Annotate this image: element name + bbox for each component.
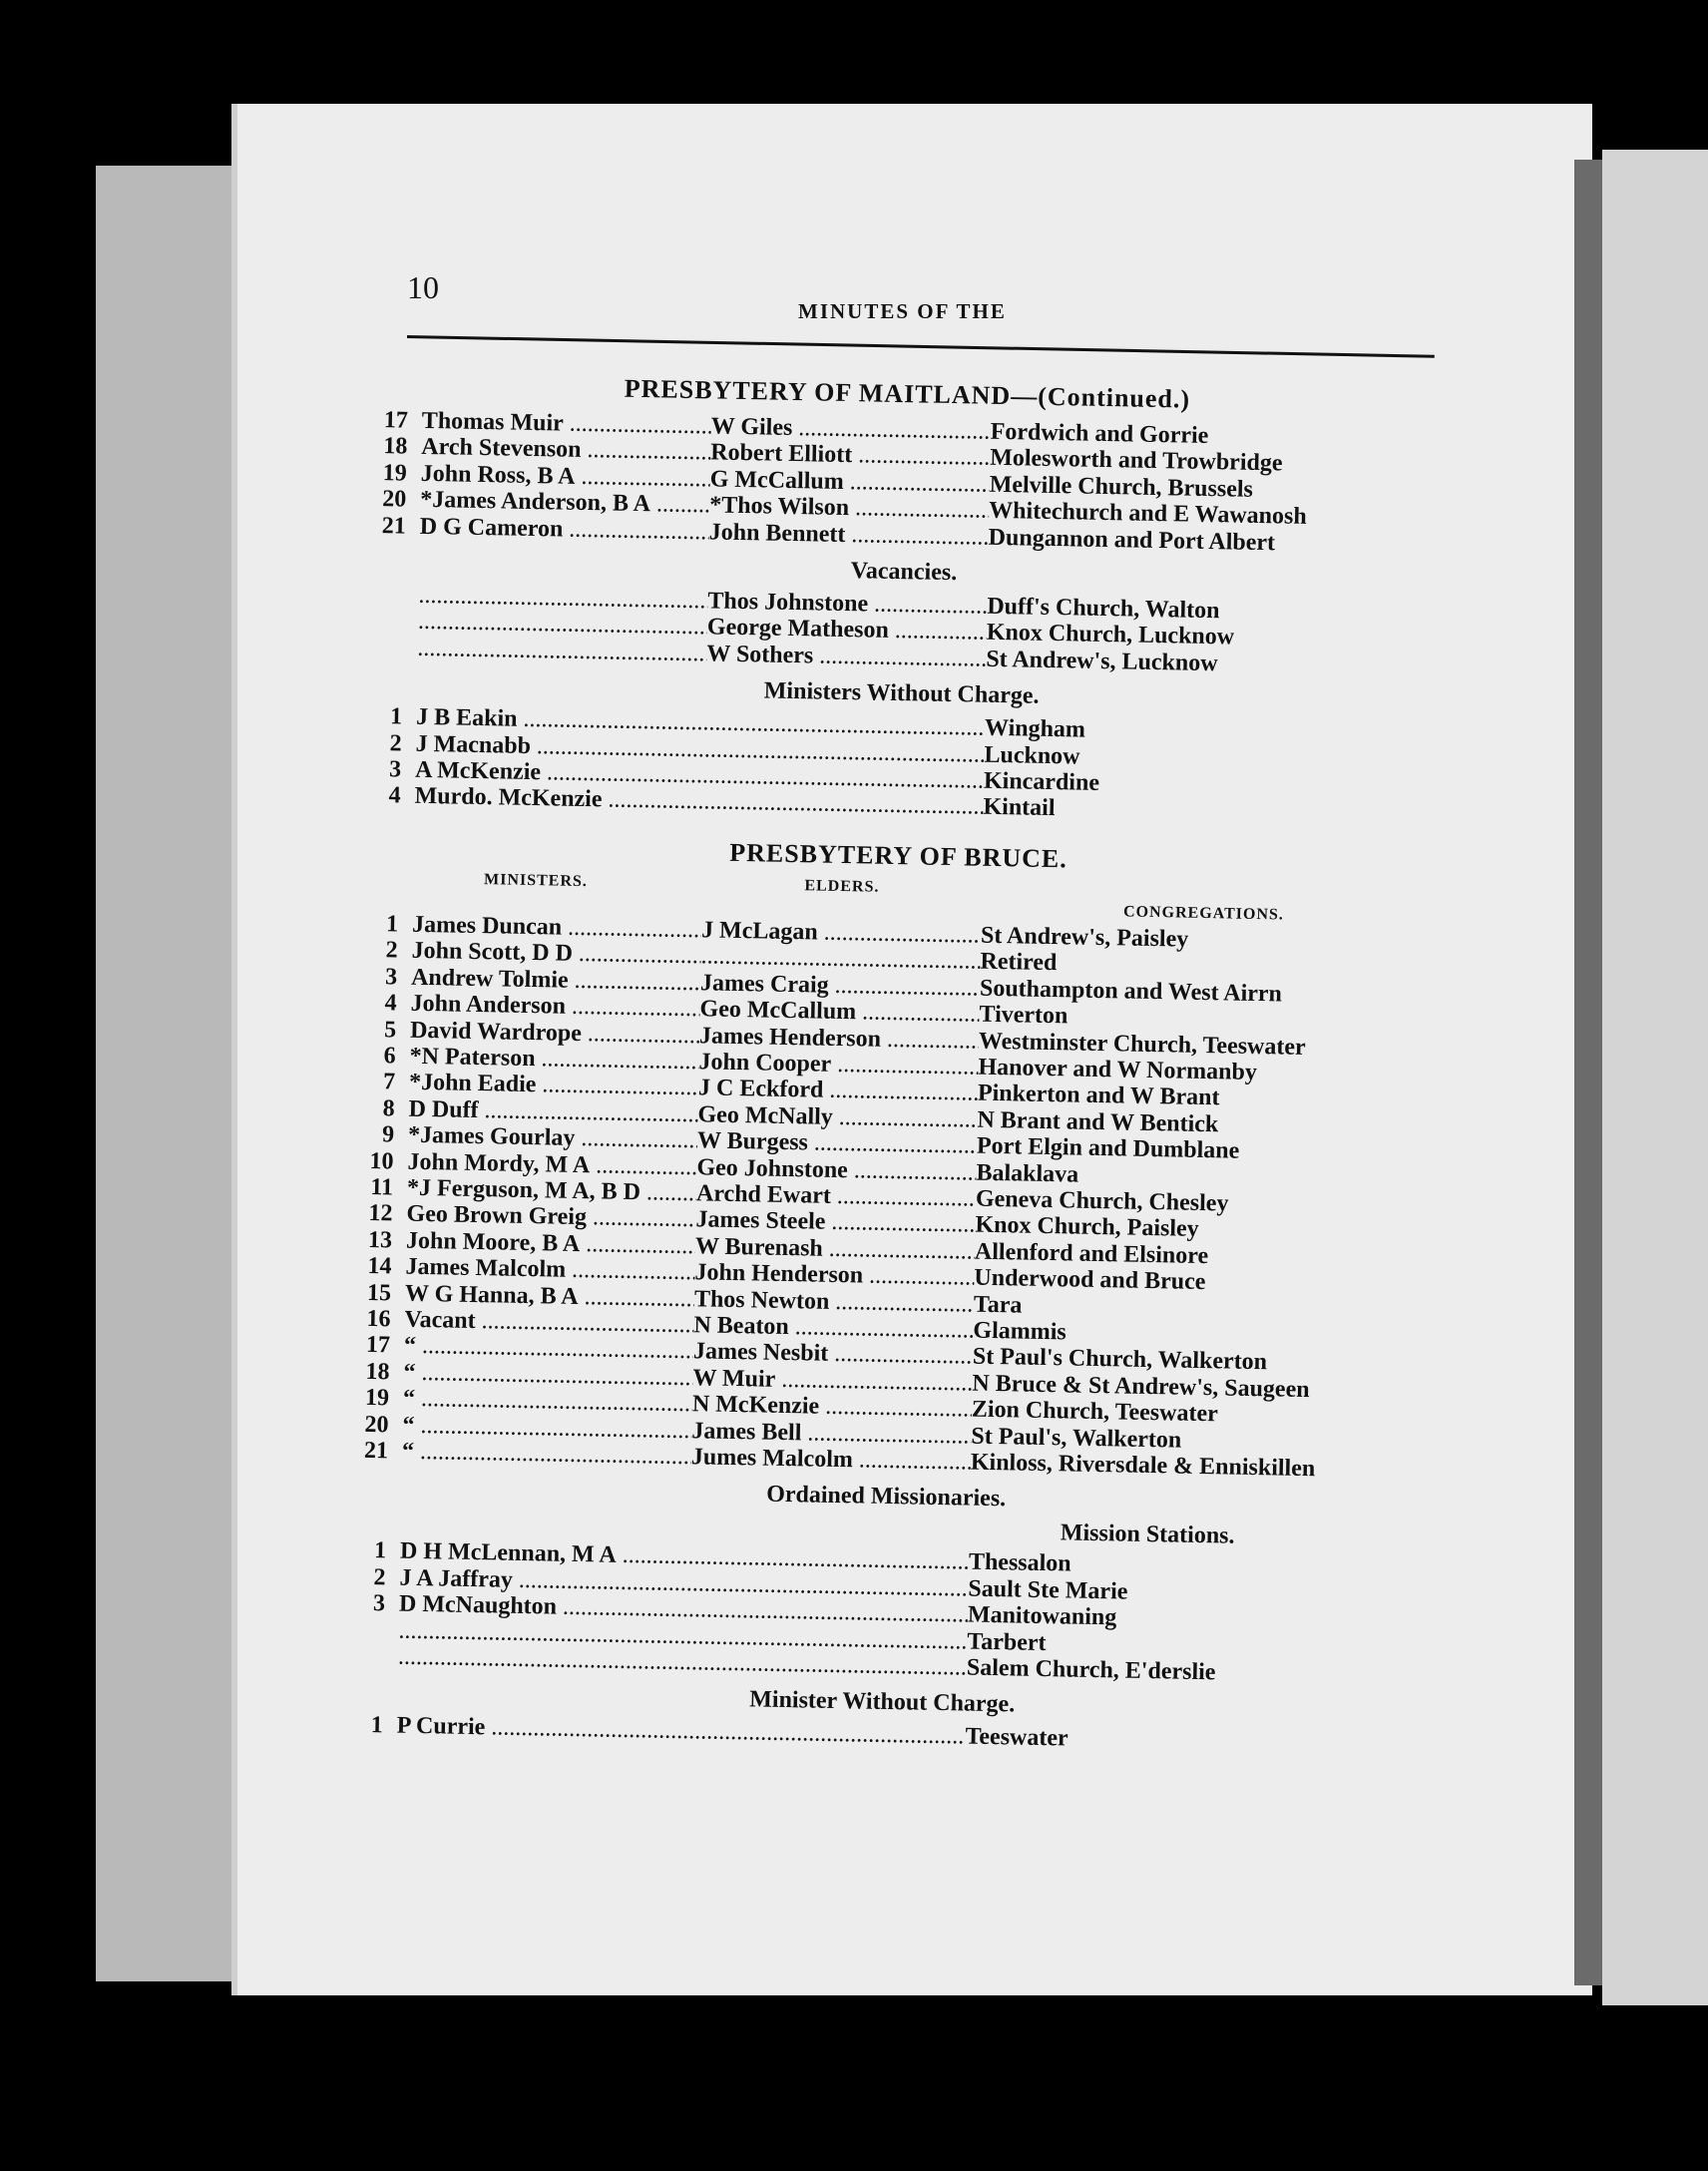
row-number: 21 [381,512,407,540]
elder-name: James Steele ..... [695,1207,975,1239]
mission-station: Sault Ste Marie [968,1575,1128,1605]
congregation-name: Tiverton [979,1001,1068,1030]
missionaries-list [354,1537,1414,1689]
congregation-name: Geneva Church, Chesley [975,1185,1229,1217]
elder-name: Robert Elliott ..... [710,440,990,472]
place-name: Wingham [984,714,1086,743]
minister-name: Geo Brown Greig ..... [406,1201,695,1233]
place-name: Teeswater [965,1723,1068,1752]
page-number: 10 [407,269,439,305]
maitland-without-charge-title: Ministers Without Charge. [763,677,1040,710]
vacancies-title: Vacancies. [850,558,958,587]
row-number: 4 [384,990,397,1017]
minister-name: David Wardrope ..... [410,1017,699,1049]
elder-name: Geo Johnstone ..... [696,1154,976,1186]
row-number: 3 [384,963,398,991]
elder-name: Archd Ewart ..... [696,1180,976,1212]
elder-name: W Muir ..... [692,1365,972,1397]
row-number: 3 [388,756,402,783]
place-name: Kintail [983,794,1056,822]
row-number: 4 [388,782,401,809]
elder-name: Geo McCallum ..... [699,996,979,1028]
vacancies-table [373,582,1432,681]
minister-name: *N Paterson ..... [409,1044,698,1076]
page-fold [1574,160,1602,1985]
row-number: 6 [383,1043,396,1070]
missionary-name: D McNaughton ..... [399,1591,968,1628]
col-elders: ELDERS. [804,877,880,896]
elder-name: J McLagan ..... [701,917,981,949]
row-number: 14 [367,1253,392,1280]
bruce-table [358,911,1426,1485]
elder-name: John Henderson ..... [694,1259,974,1291]
row-number: 2 [389,729,402,757]
elder-name: Thos Johnstone ..... [707,588,987,620]
row-number: 17 [365,1332,391,1359]
minister-name: “ ..... [404,1333,693,1365]
minister-name: James Duncan ..... [412,912,701,944]
elder-name: J C Eckford ..... [698,1076,978,1107]
row-number: 7 [382,1069,396,1095]
row-number [374,628,404,629]
row-number: 16 [366,1305,391,1333]
elder-name: W Burenash ..... [695,1233,975,1265]
congregation-name: Retired [980,948,1058,977]
congregation-name: St Andrew's, Lucknow [986,646,1218,677]
minister-name: “ ..... [402,1412,691,1444]
congregation-name: Knox Church, Lucknow [986,620,1235,651]
minister-name: P Currie ..... [396,1713,965,1750]
minister-name: “ ..... [403,1359,692,1391]
congregation-name: Glammis [973,1317,1067,1346]
row-number: 8 [382,1094,395,1122]
elder-name: Jumes Malcolm ..... [691,1444,971,1476]
congregation-name: Melville Church, Brussels [989,471,1254,503]
bruce-without-charge-title: Minister Without Charge. [749,1686,1016,1718]
congregation-name: Westminster Church, Teeswater [978,1028,1306,1061]
vacant-minister [417,636,706,667]
minister-name: J B Eakin ..... [416,704,985,741]
row-number: 12 [368,1200,393,1227]
row-number: 18 [365,1358,390,1386]
row-number: 1 [373,1537,387,1564]
row-number: 5 [383,1016,397,1043]
congregation-name: Dungannon and Port Albert [988,524,1276,556]
mission-station: Thessalon [968,1548,1071,1577]
row-number: 1 [389,703,403,730]
minister-name: John Ross, B A ..... [421,461,710,493]
missionary-name: D H McLennan, M A ..... [400,1538,969,1575]
minister-name: “ ..... [403,1386,692,1418]
row-number [373,654,403,655]
elder-name: W Sothers ..... [706,641,986,672]
minister-name: James Malcolm ..... [405,1254,694,1286]
elder-name: George Matheson ..... [707,615,987,647]
mission-stations-head: Mission Stations. [1060,1520,1235,1550]
elder-name: G McCallum ..... [709,466,989,498]
congregation-name: Balaklava [976,1159,1079,1188]
place-name: Lucknow [984,741,1080,770]
elder-name: Geo McNally ..... [697,1101,977,1133]
elder-name: James Henderson ..... [699,1023,979,1055]
row-number: 9 [381,1121,395,1148]
minister-name: *James Gourlay ..... [408,1122,697,1154]
congregation-name: Knox Church, Paisley [975,1211,1199,1243]
congregation-name: Zion Church, Teeswater [971,1396,1219,1428]
congregation-name: N Bruce & St Andrew's, Saugeen [972,1370,1310,1403]
place-name: Kincardine [983,767,1100,796]
congregation-name: N Brant and W Bentick [977,1106,1219,1138]
row-number: 17 [383,407,409,434]
congregation-name: Whitechurch and E Wawanosh [988,497,1307,531]
row-number [374,602,404,603]
congregation-name: Pinkerton and W Brant [977,1080,1220,1111]
congregation-name: Southampton and West Airrn [979,975,1283,1008]
minister-name: J Macnabb ..... [415,730,984,767]
row-number: 20 [364,1411,389,1438]
minister-name: John Anderson ..... [410,991,699,1023]
row-number: 2 [385,937,398,964]
row-number: 18 [383,433,408,460]
row-number: 20 [382,486,407,513]
row-number: 19 [364,1385,390,1412]
elder-name: John Bennett ..... [708,519,988,551]
congregation-name: Underwood and Bruce [974,1264,1206,1296]
minister-name: Arch Stevenson ..... [421,434,710,466]
minister-name: John Moore, B A ..... [406,1227,695,1259]
row-number: 19 [382,459,408,487]
congregation-name: St Paul's, Walkerton [971,1423,1182,1454]
page-content [352,359,1436,1759]
elder-name: N McKenzie ..... [692,1391,972,1423]
minister-name: D Duff ..... [408,1095,697,1127]
row-number: 11 [370,1173,394,1201]
elder-name: James Nesbit ..... [693,1339,973,1371]
row-number: 21 [363,1437,389,1465]
minister-name: D G Cameron ..... [420,513,709,545]
mission-station: Salem Church, E'derslie [966,1654,1216,1686]
maitland-title: PRESBYTERY OF MAITLAND—(Continued.) [624,373,1191,414]
congregation-name: Port Elgin and Dumblane [976,1132,1240,1164]
minister-name: Vacant ..... [404,1307,693,1339]
maitland-table [376,407,1436,559]
running-head: MINUTES OF THE [798,299,1007,323]
col-ministers: MINISTERS. [483,870,589,890]
row-number [354,1636,384,1637]
elder-name: W Burgess ..... [697,1127,977,1159]
elder-name: N Beaton ..... [693,1312,973,1344]
elder-name: James Craig ..... [700,970,980,1002]
elder-name: Thos Newton ..... [694,1286,974,1318]
row-number: 3 [372,1590,386,1617]
minister-name: A McKenzie ..... [415,757,984,794]
missionary-name: J A Jaffray ..... [399,1564,968,1601]
minister-name: *John Eadie ..... [409,1070,698,1101]
minister-name: *James Anderson, B A ..... [420,487,709,519]
row-number: 13 [367,1226,393,1254]
mission-station: Manitowaning [967,1601,1117,1631]
minister-name: *J Ferguson, M A, B D ..... [407,1175,696,1207]
row-number [354,1663,384,1664]
congregation-name: Fordwich and Gorrie [990,418,1209,449]
elder-name: John Cooper ..... [698,1049,978,1081]
minister-name: John Scott, D D ..... [411,938,700,970]
row-number: 1 [370,1712,383,1739]
minister-name: Murdo. McKenzie ..... [414,783,983,820]
elder-name: *Thos Wilson ..... [709,493,989,525]
col-congregations: CONGREGATIONS. [1122,903,1285,924]
congregation-name: Hanover and W Normanby [978,1054,1258,1086]
elder-name: James Bell ..... [691,1418,971,1450]
minister-name: W G Hanna, B A ..... [405,1280,694,1312]
bruce-title: PRESBYTERY OF BRUCE. [729,837,1068,874]
congregation-name: St Andrew's, Paisley [980,922,1189,953]
congregation-name: Molesworth and Trowbridge [989,445,1283,477]
congregation-name: Tara [973,1291,1023,1319]
adjacent-page [1602,150,1708,2005]
row-number: 2 [373,1563,386,1591]
minister-name: Thomas Muir ..... [422,408,711,440]
congregation-name: Allenford and Elsinore [974,1238,1209,1269]
congregation-name: Kinloss, Riversdale & Enniskillen [970,1449,1316,1483]
maitland-without-charge-list [370,703,1430,829]
row-number: 10 [369,1147,394,1174]
row-number: 15 [366,1279,392,1306]
congregation-name: Duff's Church, Walton [987,593,1220,625]
minister-name: “ ..... [402,1439,691,1471]
minister-name: John Mordy, M A ..... [407,1148,696,1180]
minister-name: Andrew Tolmie ..... [411,964,700,996]
mission-station: Tarbert [967,1628,1047,1656]
elder-name: W Giles ..... [711,413,991,445]
row-number: 1 [385,911,399,938]
congregation-name: St Paul's Church, Walkerton [972,1343,1268,1376]
missionaries-title: Ordained Missionaries. [765,1482,1007,1513]
